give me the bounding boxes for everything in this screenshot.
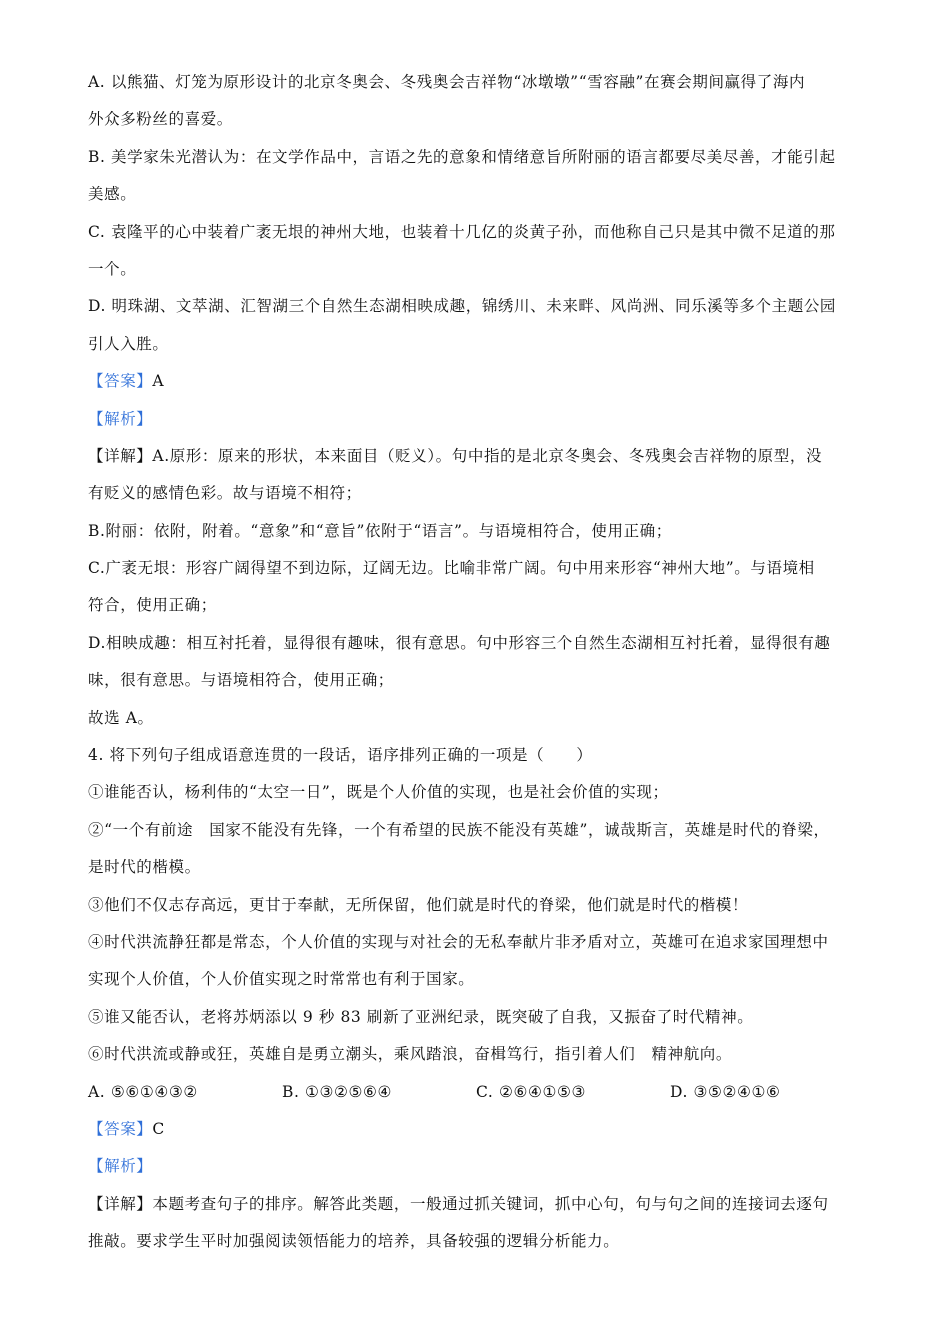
detail-line1 bbox=[88, 446, 864, 466]
choice-a: A. ⑤⑥①④③② bbox=[88, 1082, 198, 1101]
sentence-5: ⑤谁又能否认，老将苏炳添以 9 秒 83 刷新了亚洲纪录，既突破了自我，又振奋了时代精神。 bbox=[88, 1007, 754, 1026]
option-a-line1: A. 以熊猫、灯笼为原形设计的北京冬奥会、冬残奥会吉祥物“冰墩墩”“雪容融”在赛会期间赢得了海内 bbox=[88, 73, 806, 91]
q4-analysis-tag: 【解析】 bbox=[88, 1157, 153, 1176]
detail-line4: C.广袤无垠：形容广阔得望不到边际，辽阔无边。比喻非常广阔。句中用来形容“神州大地”。与语境相 bbox=[88, 559, 815, 578]
choice-d: D. ③⑤②④①⑥ bbox=[670, 1082, 781, 1101]
detail-tag: 【详解】 bbox=[88, 446, 153, 465]
option-b-line2: 美感。 bbox=[88, 185, 137, 204]
q4-detail-line1 bbox=[88, 1194, 864, 1214]
detail-line5: 符合，使用正确； bbox=[88, 596, 217, 615]
q4-answer-value: C bbox=[152, 1119, 165, 1138]
q4-detail-tag: 【详解】 bbox=[88, 1194, 153, 1213]
detail-line7: 味，很有意思。与语境相符合，使用正确； bbox=[88, 671, 394, 690]
choice-c: C. ②⑥④①⑤③ bbox=[476, 1082, 586, 1101]
answer-line bbox=[88, 371, 864, 391]
detail-text1: A.原形：原来的形状，本来面目（贬义）。句中指的是北京冬奥会、冬残奥会吉祥物的原型，没 bbox=[152, 446, 823, 465]
choice-b: B. ①③②⑤⑥④ bbox=[282, 1082, 393, 1101]
sentence-2-line2: 是时代的楷模。 bbox=[88, 858, 201, 877]
detail-line3: B.附丽：依附，附着。“意象”和“意旨”依附于“语言”。与语境相符合，使用正确； bbox=[88, 521, 672, 540]
analysis-tag: 【解析】 bbox=[88, 409, 153, 428]
sentence-2-line1: ②“一个有前途 国家不能没有先锋，一个有希望的民族不能没有英雄”，诚哉斯言，英雄是时代的脊梁， bbox=[88, 820, 830, 839]
option-d-line2: 引人入胜。 bbox=[88, 334, 169, 353]
sentence-4-line1: ④时代洪流静狂都是常态，个人价值的实现与对社会的无私奉献片非矛盾对立，英雄可在追求家国理想中 bbox=[88, 932, 829, 951]
answer-value: A bbox=[152, 372, 165, 391]
option-c-line1: C. 袁隆平的心中装着广袤无垠的神州大地，也装着十几亿的炎黄子孙，而他称自己只是其中微不足道的那 bbox=[88, 222, 836, 241]
conclusion-line: 故选 A。 bbox=[88, 708, 154, 727]
sentence-3: ③他们不仅志存高远，更甘于奉献，无所保留，他们就是时代的脊梁，他们就是时代的楷模！ bbox=[88, 895, 749, 914]
q4-answer-line bbox=[88, 1119, 864, 1139]
option-a-line2: 外众多粉丝的喜爱。 bbox=[88, 110, 233, 129]
option-d-line1: D. 明珠湖、文萃湖、汇智湖三个自然生态湖相映成趣，锦绣川、未来畔、风尚洲、同乐溪等多个主题公园 bbox=[88, 297, 837, 316]
q4-answer-tag: 【答案】 bbox=[88, 1119, 153, 1138]
option-b-line1: B. 美学家朱光潜认为：在文学作品中，言语之先的意象和情绪意旨所附丽的语言都要尽美尽善，才能引起 bbox=[88, 147, 836, 166]
q4-detail-line2: 推敲。要求学生平时加强阅读领悟能力的培养，具备较强的逻辑分析能力。 bbox=[88, 1232, 620, 1251]
choices-row bbox=[88, 1082, 864, 1102]
q4-detail-text1: 本题考查句子的排序。解答此类题，一般通过抓关键词，抓中心句，句与句之间的连接词去逐句 bbox=[152, 1194, 829, 1213]
sentence-6: ⑥时代洪流或静或狂，英雄自是勇立潮头，乘风踏浪，奋楫笃行，指引着人们 精神航向。 bbox=[88, 1045, 733, 1064]
answer-tag: 【答案】 bbox=[88, 372, 153, 391]
analysis-line bbox=[88, 409, 864, 429]
document-page bbox=[88, 72, 864, 1251]
question-4-stem: 4. 将下列句子组成语意连贯的一段话，语序排列正确的一项是（ ） bbox=[88, 746, 593, 765]
detail-line6: D.相映成趣：相互衬托着，显得很有趣味，很有意思。句中形容三个自然生态湖相互衬托着，显得很有趣 bbox=[88, 633, 831, 652]
q4-analysis-line bbox=[88, 1156, 864, 1176]
detail-line2: 有贬义的感情色彩。故与语境不相符； bbox=[88, 484, 362, 503]
sentence-1: ①谁能否认，杨利伟的“太空一日”，既是个人价值的实现，也是社会价值的实现； bbox=[88, 783, 669, 802]
sentence-4-line2: 实现个人价值，个人价值实现之时常常也有利于国家。 bbox=[88, 970, 475, 989]
option-c-line2: 一个。 bbox=[88, 259, 137, 278]
